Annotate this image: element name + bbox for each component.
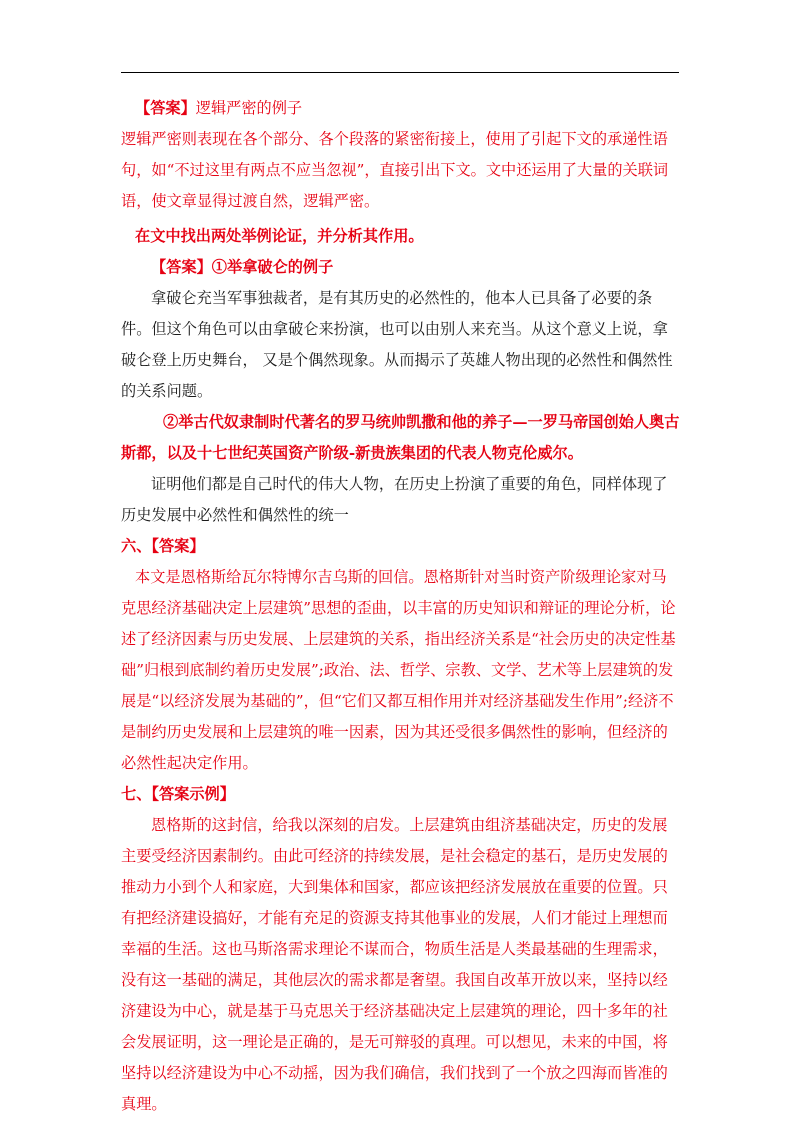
- section7-body: 恩格斯的这封信，给我以深刻的启发。上层建筑由组济基础决定，历史的发展主要受经济因素制约。由此可经济的持续发展，是社会稳定的基石，是历史发展的推动力小到个人和家庭，大到集体和国家，都应该把经济发展放在重要的位置。只有把经济建设搞好，才能有充足的资源支持其他事业的发展，人们才能过上理想而幸福的生活。这也马斯洛需求理论不谋而合，物质生活是人类最基础的生理需求，没有这一基础的满足，其他层次的需求都是奢望。我国自改革开放以来，坚持以经济建设为中心，就是基于马克思关于经济基础决定上层建筑的理论，四十多年的社会发展证明，这一理论是正确的，是无可辩驳的真理。可以想见，未来的中国，将坚持以经济建设为中心不动摇，因为我们确信，我们找到了一个放之四海而皆准的真理。: [121, 816, 668, 1113]
- answer1-heading: 【答案】①举拿破仑的例子: [151, 258, 334, 276]
- logic-heading: [121, 93, 681, 124]
- answer2-heading: ②举古代奴隶制时代著名的罗马统帅凯撒和他的养子—一罗马帝国创始人奥古斯都，以及十七世纪英国资产阶级-新贵族集团的代表人物克伦威尔。: [121, 413, 680, 462]
- question-text: 在文中找出两处举例论证，并分析其作用。: [135, 227, 424, 245]
- answer1-body: 拿破仑充当军事独裁者，是有其历史的必然性的，他本人已具备了必要的条件。但这个角色可以由拿破仑来扮演，也可以由别人来充当。从这个意义上说，拿破仑登上历史舞台， 又是个偶然现象。从而揭示了英雄人物出现的必然性和偶然性的关系问题。: [121, 289, 673, 400]
- answer-tag: 【答案】: [135, 99, 196, 117]
- answer2-body: 证明他们都是自己时代的伟大人物，在历史上扮演了重要的角色，同样体现了历史发展中必然性和偶然性的统一: [121, 475, 668, 524]
- document-body: [121, 93, 681, 1120]
- section6-body: 本文是恩格斯给瓦尔特博尔吉乌斯的回信。恩格斯针对当时资产阶级理论家对马克思经济基础决定上层建筑”思想的歪曲，以丰富的历史知识和辩证的理论分析，论述了经济因素与历史发展、上层建筑的关系，指出经济关系是“社会历史的决定性基础”归根到底制约着历史发展”;政治、法、哲学、宗教、文学、艺术等上层建筑的发展是“以经济发展为基础的”，但“它们又都互相作用并对经济基础发生作用”;经济不是制约历史发展和上层建筑的唯一因素，因为其还受很多偶然性的影响，但经济的必然性起决定作用。: [121, 568, 676, 772]
- logic-heading-text: 逻辑严密的例子: [195, 99, 303, 117]
- logic-body: 逻辑严密则表现在各个部分、各个段落的紧密衔接上，使用了引起下文的承递性语句，如“不过这里有两点不应当忽视”，直接引出下文。文中还运用了大量的关联词语，使文章显得过渡自然，逻辑严密。: [121, 130, 669, 210]
- header-rule: [121, 72, 679, 73]
- section7-heading: 七、【答案示例】: [121, 785, 235, 803]
- section6-heading: 六、【答案】: [121, 537, 205, 555]
